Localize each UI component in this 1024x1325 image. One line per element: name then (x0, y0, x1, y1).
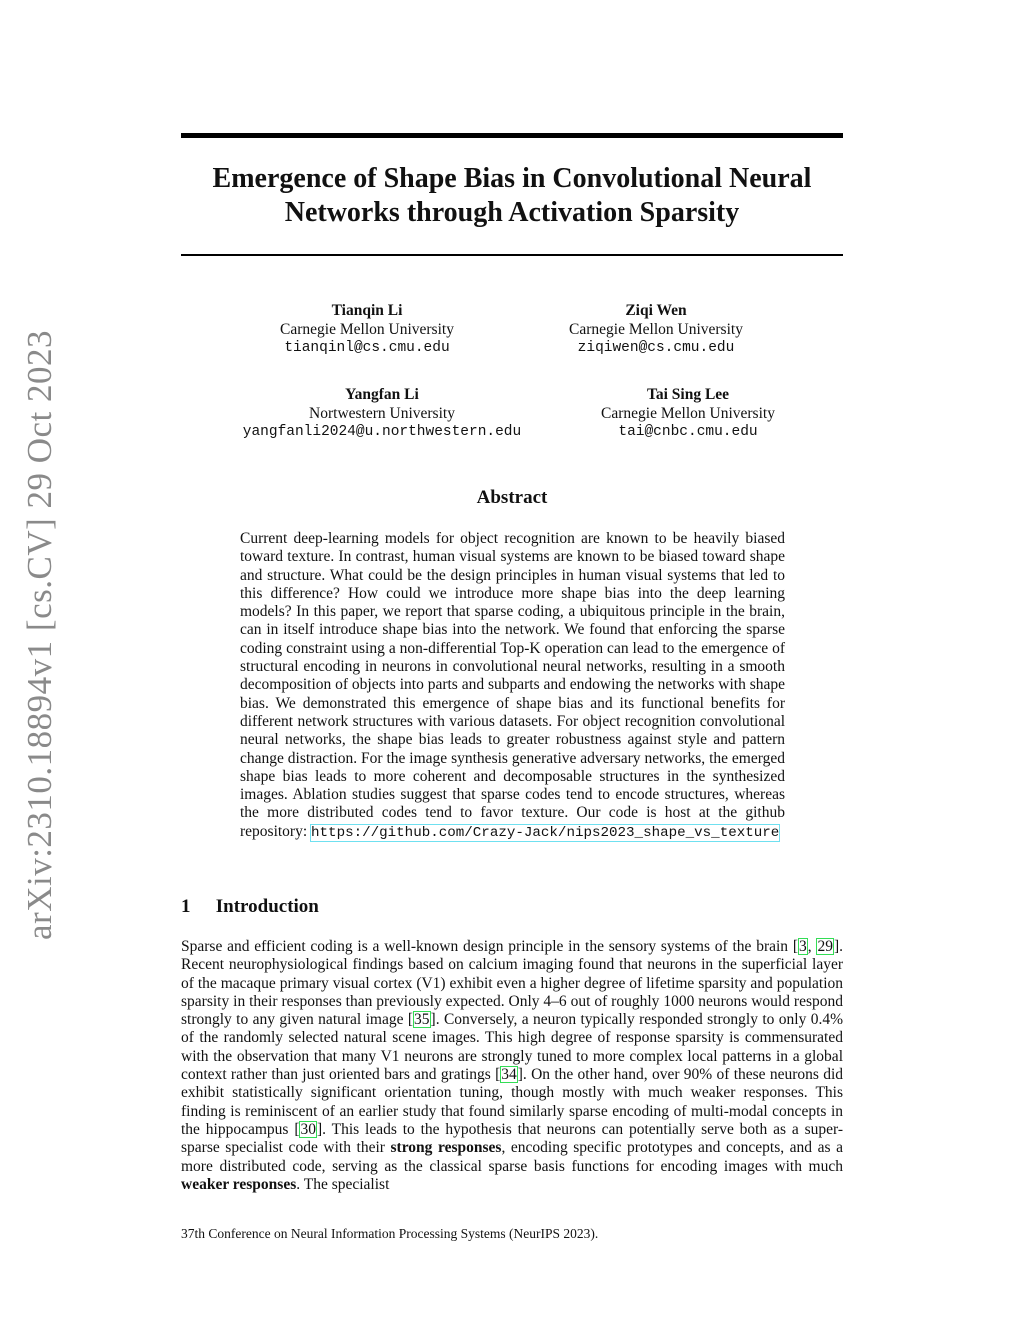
author-name: Tai Sing Lee (646, 386, 730, 403)
author-email[interactable]: tianqinl@cs.cmu.edu (284, 340, 450, 356)
title-top-rule (181, 133, 843, 138)
citation-link[interactable]: 35 (414, 1011, 430, 1029)
paper-title (181, 162, 843, 230)
author-affiliation: Carnegie Mellon University (601, 405, 775, 422)
section-heading-introduction (181, 896, 319, 918)
code-repository-link[interactable]: https://github.com/Crazy-Jack/nips2023_shape_vs_texture (311, 824, 780, 841)
author-affiliation: Carnegie Mellon University (569, 321, 743, 338)
author-block (558, 385, 818, 442)
bold-term: strong responses (390, 1139, 502, 1157)
author-name: Tianqin Li (331, 302, 403, 319)
abstract-body (240, 530, 785, 842)
author-block (207, 385, 557, 442)
intro-text: . This leads to the hypothesis that neurons can potentially serve both as a super-sparse specialist code with their (181, 1120, 844, 1157)
title-line-1: Emergence of Shape Bias in Convolutional Neural (212, 163, 812, 194)
abstract-heading: Abstract (476, 487, 548, 508)
intro-text: , encoding specific prototypes and concepts, and as a more distributed code, serving as the classical sparse basis functions for encoding images with much (181, 1139, 843, 1175)
author-name: Ziqi Wen (625, 302, 687, 319)
author-name: Yangfan Li (345, 386, 419, 403)
author-email[interactable]: tai@cnbc.cmu.edu (618, 424, 758, 440)
citation-link[interactable]: 29 (817, 938, 833, 955)
author-email[interactable]: ziqiwen@cs.cmu.edu (577, 340, 735, 356)
author-affiliation: Nortwestern University (309, 405, 455, 422)
title-bottom-rule (181, 254, 843, 256)
intro-text: . The specialist (296, 1175, 390, 1193)
intro-text: . On the other hand, over 90% of these neurons did exhibit statistically significant orientation tuning, though mostly with much weaker responses. This finding is reminiscent of an earlier study that found similarly sparse encoding of multi-modal concepts in the hippocampus (181, 1066, 844, 1138)
introduction-paragraph: Sparse and efficient coding is a well-known design principle in the sensory systems of the brain [3, 29]. Recent neurophysiological findings based on calcium imaging found that neurons in the superficial layer of the macaque primary visual cortex (V1) exhibit even a higher degree of lifetime sparsity and population sparsity in their responses than previously expected. Only 4–6 out of roughly 1000 neurons would respond strongly to any given natural image [35]. Conversely, a neuron typically responded strongly to only 0.4% of the randomly selected natural scene images. This high degree of response sparsity is commensurated with the observation that many V1 neurons are strongly tuned to more complex local patterns in a global context rather than just oriented bars and gratings [34]. On the other hand, over 90% of these neurons did exhibit statistically significant orientation tuning, though mostly with much weaker responses. This finding is reminiscent of an earlier study that found similarly sparse encoding of multi-modal concepts in the hippocampus [30]. This leads to the hypothesis that neurons can potentially serve both as a super-sparse specialist code with their strong responses, encoding specific prototypes and concepts, and as a more distributed code, serving as the classical sparse basis functions for encoding images with much weaker responses. The specialist (181, 938, 844, 1193)
author-block (207, 301, 527, 358)
intro-text: . Recent neurophysiological findings based on calcium imaging found that neurons in the superficial layer of the macaque primary visual cortex (V1) exhibit even a higher degree of lifetime sparsity and population sparsity in their responses than previously expected. Only 4–6 out of roughly 1000 neurons would respond strongly to any given natural image (181, 938, 843, 1029)
citation-link[interactable]: 34 (501, 1066, 517, 1084)
abstract-text: Current deep-learning models for object recognition are known to be heavily biased toward texture. In contrast, human visual systems are known to be biased toward shape and structure. What could be the design principles in human visual systems that led to this difference? How could we introduce more shape bias into the deep learning models? In this paper, we report that sparse coding, a ubiquitous principle in the brain, can in itself introduce shape bias into the network. We found that enforcing the sparse coding constraint using a non-differential Top-K operation can lead to the emergence of structural encoding in neurons in convolutional neural networks, resulting in a smooth decomposition of objects into parts and subparts and endowing the networks with shape bias. We demonstrated this emergence of shape bias and its functional benefits for different network structures with various datasets. For object recognition convolutional neural networks, the shape bias leads to greater robustness against style and pattern change distraction. For the image synthesis generative adversary networks, the emerged shape bias leads to more coherent and decomposable structures in the synthesized images. Ablation studies suggest that sparse codes tend to encode structures, whereas the more distributed codes tend to favor texture. Our code is host at the github repository: (240, 530, 785, 840)
author-affiliation: Carnegie Mellon University (280, 321, 454, 338)
intro-text: . Conversely, a neuron typically responded strongly to only 0.4% of the randomly selected natural scene images. This high degree of response sparsity is commensurated with the observation that many V1 neurons are strongly tuned to more complex local patterns in a global context rather than just oriented bars and gratings (181, 1011, 844, 1084)
author-email[interactable]: yangfanli2024@u.northwestern.edu (242, 424, 522, 440)
citation-link[interactable]: 30 (300, 1120, 316, 1138)
intro-text: Sparse and efficient coding is a well-known design principle in the sensory systems of the brain (181, 938, 793, 955)
section-number: 1 (181, 896, 191, 917)
citation-link[interactable]: 3 (799, 938, 807, 955)
title-line-2: Networks through Activation Sparsity (284, 197, 740, 228)
conference-footnote: 37th Conference on Neural Information Processing Systems (NeurIPS 2023). (181, 1226, 599, 1241)
bold-term: weaker responses (181, 1175, 297, 1193)
author-block (526, 301, 786, 358)
section-title: Introduction (215, 896, 319, 917)
arxiv-identifier-stamp: arXiv:2310.18894v1 [cs.CV] 29 Oct 2023 (20, 329, 59, 940)
